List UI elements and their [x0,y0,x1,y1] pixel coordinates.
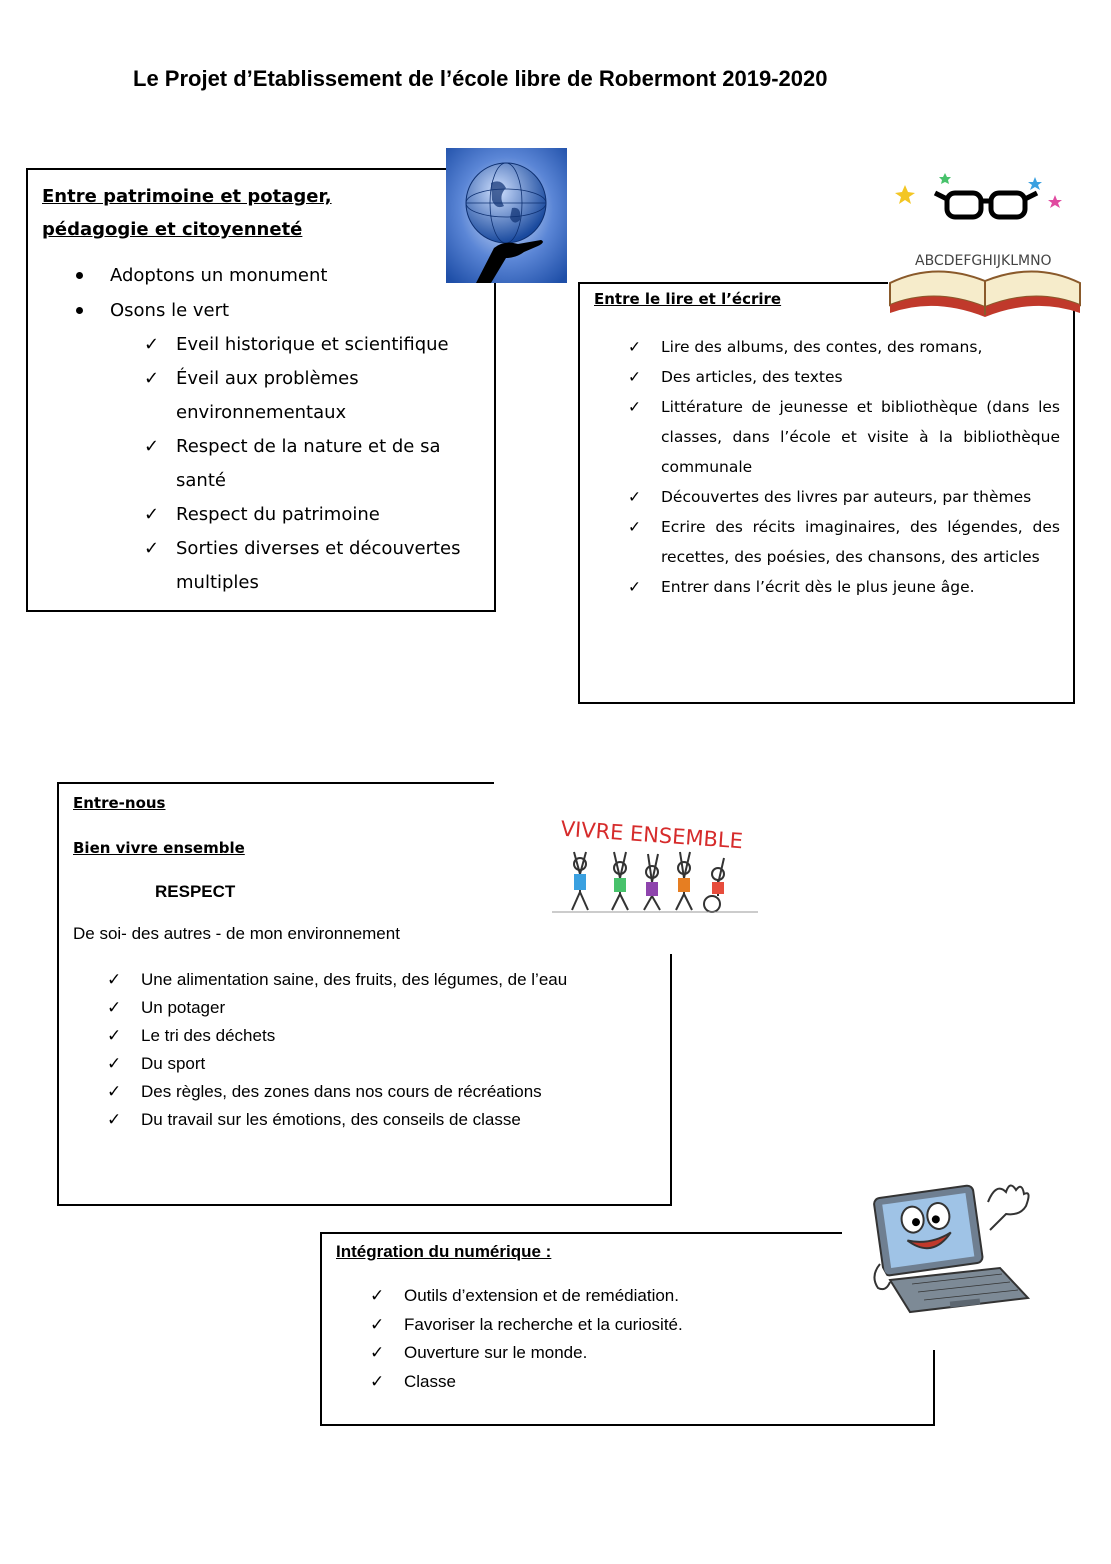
section-heading: Entre-nous [73,794,166,812]
section-heading: Intégration du numérique : [336,1242,552,1261]
section-lire-ecrire [578,282,1075,704]
check-item: ✓ Des articles, des textes [628,362,1060,392]
open-book-glasses-image [885,165,1085,323]
border-line [578,282,888,284]
check-icon: ✓ [628,488,641,506]
check-list [107,966,667,1134]
check-item: ✓ Du sport [107,1050,667,1078]
check-item: ✓ Un potager [107,994,667,1022]
check-icon: ✓ [107,998,122,1017]
check-icon: ✓ [144,436,160,457]
check-icon: ✓ [370,1314,385,1334]
check-item: ✓ Lire des albums, des contes, des romans, [628,332,1060,362]
check-icon: ✓ [370,1371,385,1391]
vivre-ensemble-text: VIVRE ENSEMBLE [559,816,744,854]
check-item: ✓ Le tri des déchets [107,1022,667,1050]
check-item: ✓ Une alimentation saine, des fruits, des légumes, de l’eau [107,966,667,994]
check-item: ✓ Du travail sur les émotions, des conseils de classe [107,1106,667,1134]
check-list [370,1282,890,1396]
check-icon: ✓ [107,1026,122,1045]
check-item: ✓ Outils d’extension et de remédiation. [370,1282,890,1311]
check-item: ✓ Respect de la nature et de sa santé [144,430,464,498]
check-item: ✓ Éveil aux problèmes environnementaux [144,362,464,430]
bullet-item: Adoptons un monument [68,258,327,293]
bullet-list [68,258,327,328]
check-item: ✓ Sorties diverses et découvertes multiples [144,532,464,600]
check-icon: ✓ [628,578,641,596]
border-line [57,782,494,784]
respect-label: RESPECT [155,882,236,901]
book-letters: ABCDEFGHIJKLMNO [915,253,1052,269]
check-item: ✓ Des règles, des zones dans nos cours de récréations [107,1078,667,1106]
check-item: ✓ Classe [370,1368,890,1397]
check-icon: ✓ [370,1343,385,1362]
vivre-ensemble-image [552,812,762,920]
section-heading: Entre patrimoine et potager, pédagogie et citoyenneté [42,186,332,240]
check-item: ✓ Favoriser la recherche et la curiosité. [370,1311,890,1340]
check-item: ✓ Littérature de jeunesse et bibliothèque (dans les classes, dans l’école et visite à la bibliothèque communale [628,392,1060,482]
check-icon: ✓ [107,1110,122,1129]
check-icon: ✓ [144,334,160,355]
bullet-icon [76,307,83,314]
border-line [670,954,672,1206]
check-item: ✓ Découvertes des livres par auteurs, par thèmes [628,482,1060,512]
section-subheading: Bien vivre ensemble [73,839,245,857]
check-item: ✓ Ouverture sur le monde. [370,1339,890,1368]
page-title: Le Projet d’Etablissement de l’école libre de Robermont 2019-2020 [133,66,828,91]
check-icon: ✓ [628,338,641,356]
check-icon: ✓ [628,398,641,416]
check-icon: ✓ [144,538,160,559]
globe-in-hand-image [446,148,567,283]
check-item: ✓ Entrer dans l’écrit dès le plus jeune âge. [628,572,1060,602]
section-patrimoine [26,168,496,612]
laptop-cartoon-image [850,1172,1044,1320]
check-icon: ✓ [107,970,122,989]
bullet-icon [76,272,83,279]
bullet-item: Osons le vert [68,293,327,328]
check-icon: ✓ [628,368,641,386]
check-item: ✓ Ecrire des récits imaginaires, des légendes, des recettes, des poésies, des chansons, des articles [628,512,1060,572]
check-item: ✓ Eveil historique et scientifique [144,328,464,362]
respect-subtitle: De soi- des autres - de mon environnement [73,924,400,943]
check-icon: ✓ [107,1054,122,1073]
border-line [933,1350,935,1426]
check-list [628,332,1060,602]
check-list [144,328,464,600]
section-heading: Entre le lire et l’écrire [594,290,782,308]
check-item: ✓ Respect du patrimoine [144,498,464,532]
check-icon: ✓ [628,518,641,536]
border-line [320,1232,842,1234]
check-icon: ✓ [144,368,160,389]
check-icon: ✓ [370,1286,385,1305]
section-numerique [320,1232,935,1426]
check-icon: ✓ [107,1082,122,1101]
check-icon: ✓ [144,504,160,525]
